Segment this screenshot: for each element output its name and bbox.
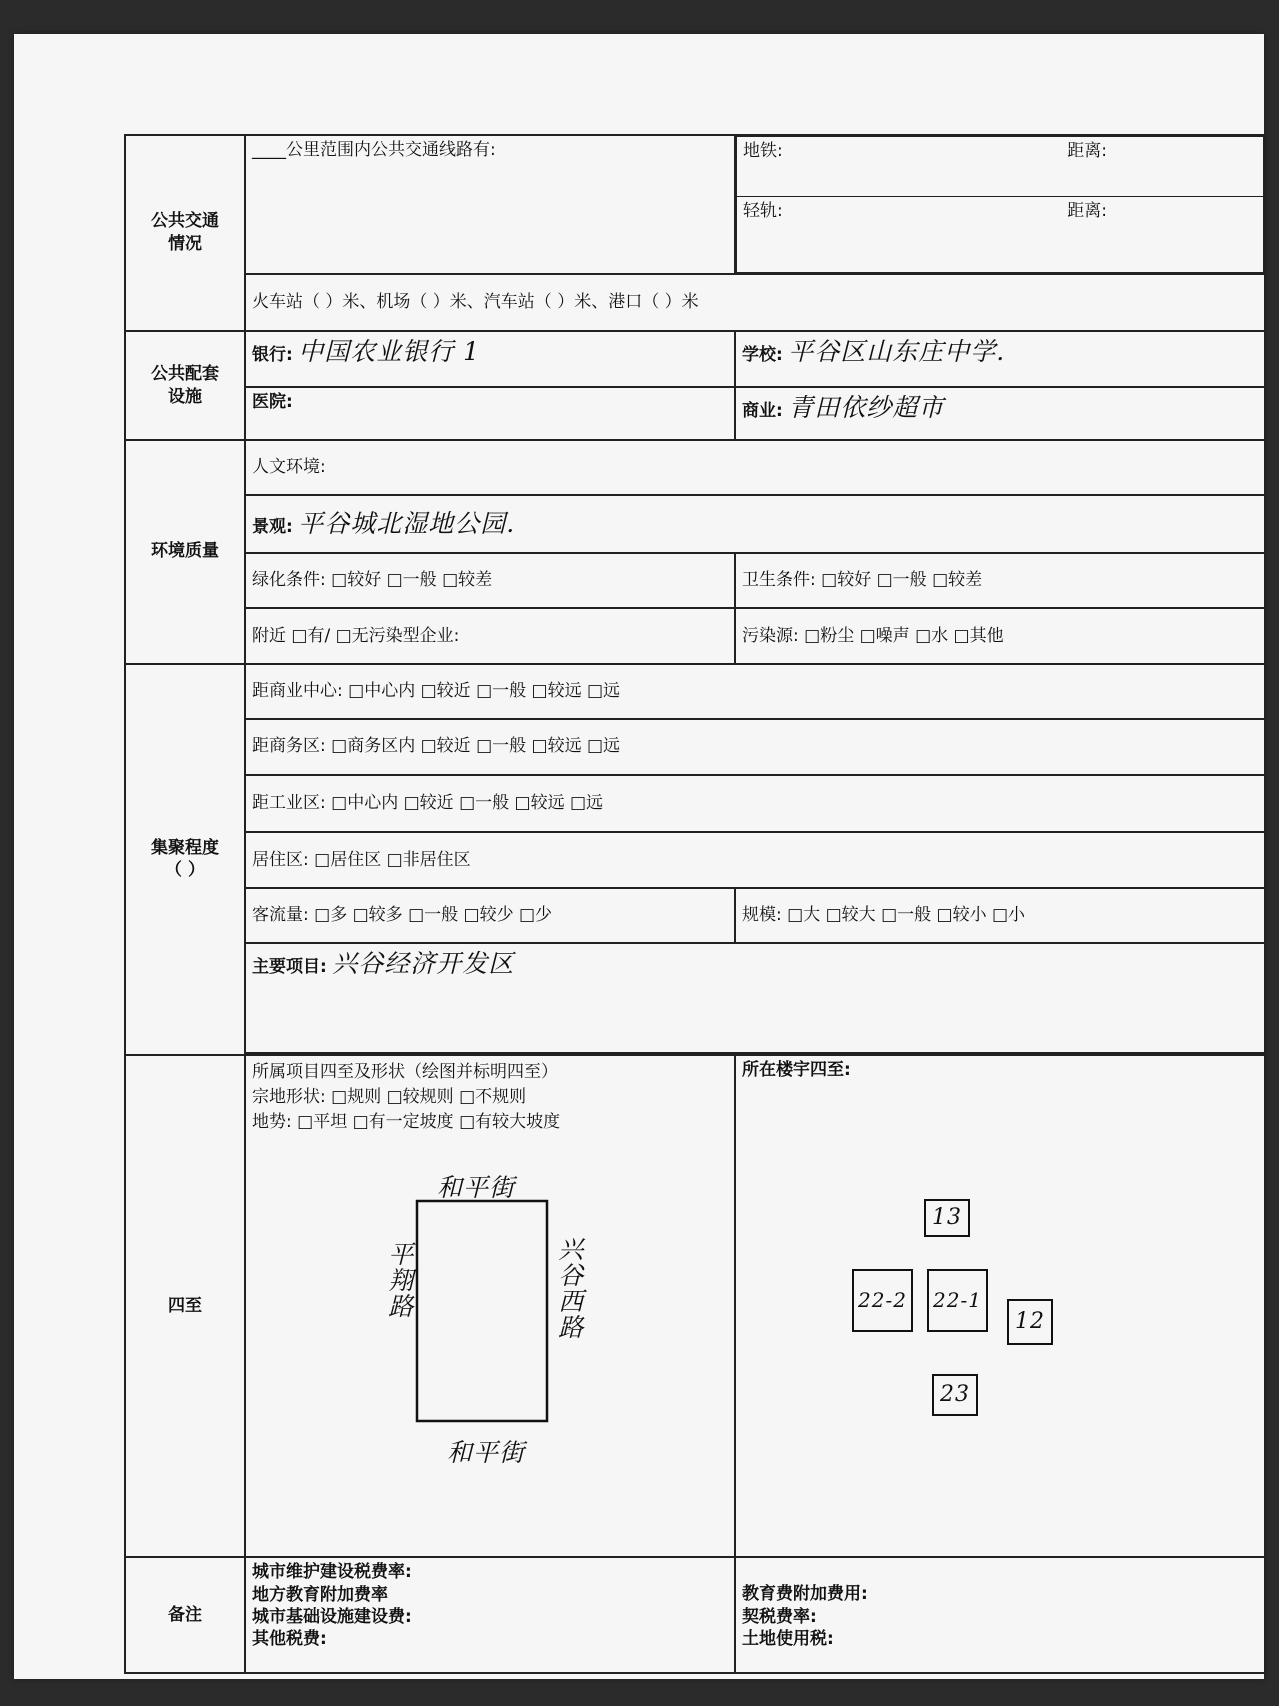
bus-lines-field[interactable]: ____公里范围内公共交通线路有:: [245, 135, 735, 274]
facilities-section-label: 公共配套 设施: [125, 331, 245, 440]
building-13-box: 13: [924, 1199, 970, 1237]
plot-rectangle: [417, 1201, 547, 1421]
nearby-pollution-field[interactable]: 附近 □有/ □无污染型企业:: [245, 608, 735, 663]
scenery-field[interactable]: 景观: 平谷城北湿地公园.: [245, 495, 1265, 553]
agglomeration-section-label: 集聚程度 （ ）: [125, 664, 245, 1055]
building-boundary-sketch[interactable]: 所在楼宇四至: 13 22-2 22-1 12 23: [735, 1055, 1265, 1557]
transport-section-label: 公共交通 情况: [125, 135, 245, 331]
residential-field[interactable]: 居住区: □居住区 □非居住区: [245, 832, 1265, 887]
scale-field[interactable]: 规模: □大 □较大 □一般 □较小 □小: [735, 888, 1265, 943]
metro-field[interactable]: 地铁: 距离:: [737, 137, 1264, 197]
building-22-2-box: 22-2: [852, 1269, 913, 1332]
stations-field[interactable]: 火车站（ ）米、机场（ ）米、汽车站（ ）米、港口（ ）米: [245, 274, 1265, 332]
building-23-box: 23: [932, 1374, 978, 1416]
culture-field[interactable]: 人文环境:: [245, 440, 1265, 495]
industrial-distance-field[interactable]: 距工业区: □中心内 □较近 □一般 □较远 □远: [245, 775, 1265, 833]
remarks-right[interactable]: 教育费附加费用: 契税费率: 土地使用税:: [735, 1557, 1265, 1673]
hospital-field[interactable]: 医院:: [245, 387, 735, 440]
commercial-distance-field[interactable]: 距商业中心: □中心内 □较近 □一般 □较远 □远: [245, 664, 1265, 719]
south-road-label: 和平街: [447, 1438, 526, 1468]
traffic-field[interactable]: 客流量: □多 □较多 □一般 □较少 □少: [245, 888, 735, 943]
plot-boundary-sketch[interactable]: 所属项目四至及形状（绘图并标明四至） 宗地形状: □规则 □较规则 □不规则 地势: □平坦 □有一定坡度 □有较大坡度 和平街 和平街 平翔路 兴谷西路: [245, 1055, 735, 1557]
school-field[interactable]: 学校: 平谷区山东庄中学.: [735, 331, 1265, 386]
north-road-label: 和平街: [437, 1173, 516, 1203]
east-road-label: 兴谷西路: [554, 1236, 584, 1341]
pollution-source-field[interactable]: 污染源: □粉尘 □噪声 □水 □其他: [735, 608, 1265, 663]
greening-field[interactable]: 绿化条件: □较好 □一般 □较差: [245, 553, 735, 608]
main-project-field[interactable]: 主要项目: 兴谷经济开发区: [245, 943, 1265, 1053]
light-rail-field[interactable]: 轻轨: 距离:: [737, 197, 1264, 273]
west-road-label: 平翔路: [384, 1241, 414, 1320]
commerce-field[interactable]: 商业: 青田依纱超市: [735, 387, 1265, 440]
boundaries-section-label: 四至: [125, 1055, 245, 1557]
business-distance-field[interactable]: 距商务区: □商务区内 □较近 □一般 □较远 □远: [245, 719, 1265, 774]
environment-section-label: 环境质量: [125, 440, 245, 664]
property-survey-form: [124, 134, 1264, 1674]
building-12-box: 12: [1007, 1299, 1053, 1345]
sanitation-field[interactable]: 卫生条件: □较好 □一般 □较差: [735, 553, 1265, 608]
bank-field[interactable]: 银行: 中国农业银行 1: [245, 331, 735, 386]
remarks-left[interactable]: 城市维护建设税费率: 地方教育附加费率 城市基础设施建设费: 其他税费:: [245, 1557, 735, 1673]
building-22-1-box: 22-1: [927, 1269, 988, 1332]
paper-sheet: [14, 34, 1264, 1679]
remarks-section-label: 备注: [125, 1557, 245, 1673]
